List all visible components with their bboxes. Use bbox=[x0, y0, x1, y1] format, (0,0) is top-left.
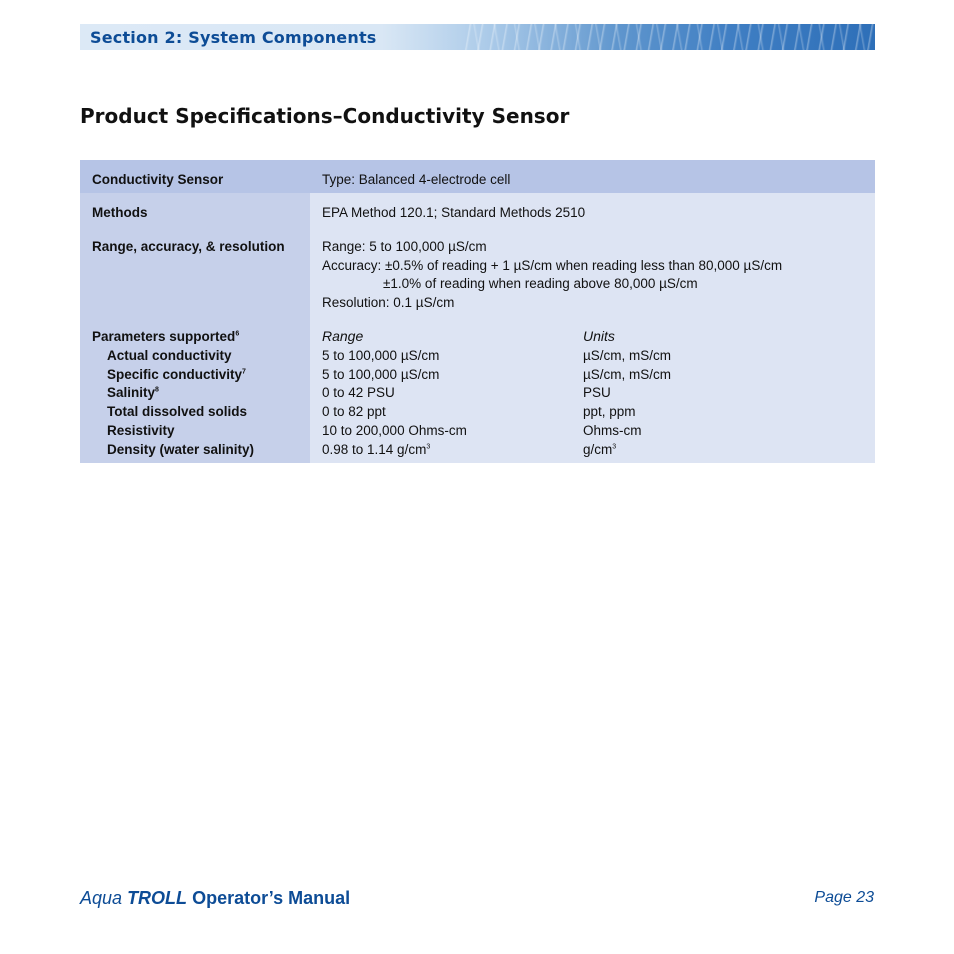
manual-title bbox=[80, 888, 350, 909]
spec-table bbox=[80, 160, 875, 463]
param-name bbox=[107, 346, 232, 365]
section-title: Section 2: System Components bbox=[90, 28, 377, 47]
sensor-type: Type: Balanced 4-electrode cell bbox=[322, 172, 511, 187]
manual-title-rest: Operator’s Manual bbox=[192, 888, 351, 908]
accuracy-line: Accuracy: ±0.5% of reading + 1 µS/cm when reading less than 80,000 µS/cm bbox=[322, 258, 783, 273]
superscript: 3 bbox=[612, 443, 617, 451]
parameters-label-text: Parameters supported bbox=[92, 329, 236, 344]
param-range: 10 to 200,000 Ohms-cm bbox=[322, 423, 467, 438]
footnote-marker: 8 bbox=[155, 386, 159, 394]
param-name-text: Resistivity bbox=[107, 423, 175, 438]
page-number: Page 23 bbox=[814, 889, 874, 906]
range-label: Range, accuracy, & resolution bbox=[92, 239, 285, 254]
methods-label: Methods bbox=[92, 205, 148, 220]
param-range: 0 to 82 ppt bbox=[322, 404, 386, 419]
param-units: µS/cm, mS/cm bbox=[583, 367, 672, 382]
range-header: Range bbox=[322, 328, 364, 344]
param-range: 5 to 100,000 µS/cm bbox=[322, 367, 440, 382]
units-header: Units bbox=[583, 328, 615, 344]
accuracy-line-2: ±1.0% of reading when reading above 80,000 µS/cm bbox=[383, 276, 698, 291]
parameters-label bbox=[92, 327, 239, 346]
param-units: ppt, ppm bbox=[583, 404, 636, 419]
param-name bbox=[107, 440, 254, 459]
param-name-text: Density (water salinity) bbox=[107, 442, 255, 457]
param-units: µS/cm, mS/cm bbox=[583, 348, 672, 363]
param-name-text: Specific conductivity bbox=[107, 367, 243, 382]
page-title: Product Specifications–Conductivity Sensor bbox=[80, 104, 570, 128]
range-line: Range: 5 to 100,000 µS/cm bbox=[322, 239, 487, 254]
section-banner bbox=[80, 24, 875, 50]
param-units: PSU bbox=[583, 385, 611, 400]
methods-value: EPA Method 120.1; Standard Methods 2510 bbox=[322, 205, 586, 220]
banner-water-texture bbox=[460, 24, 875, 50]
param-units bbox=[583, 440, 616, 459]
superscript: 3 bbox=[426, 443, 431, 451]
resolution-line: Resolution: 0.1 µS/cm bbox=[322, 295, 455, 310]
param-units: Ohms-cm bbox=[583, 423, 642, 438]
footnote-marker: 6 bbox=[235, 330, 240, 338]
param-name bbox=[107, 402, 247, 421]
param-range bbox=[322, 440, 430, 459]
footnote-marker: 7 bbox=[242, 368, 246, 376]
param-name-text: Actual conductivity bbox=[107, 348, 232, 363]
param-name bbox=[107, 421, 175, 440]
param-range-text: 0.98 to 1.14 g/cm bbox=[322, 442, 427, 457]
param-name bbox=[107, 365, 246, 384]
param-name-text: Salinity bbox=[107, 385, 156, 400]
param-range: 5 to 100,000 µS/cm bbox=[322, 348, 440, 363]
param-range: 0 to 42 PSU bbox=[322, 385, 395, 400]
sensor-label: Conductivity Sensor bbox=[92, 172, 224, 187]
param-units-text: g/cm bbox=[583, 442, 613, 457]
param-name-text: Total dissolved solids bbox=[107, 404, 248, 419]
manual-title-aqua: Aqua bbox=[80, 888, 123, 908]
manual-title-troll: TROLL bbox=[127, 888, 188, 908]
param-name bbox=[107, 383, 159, 402]
